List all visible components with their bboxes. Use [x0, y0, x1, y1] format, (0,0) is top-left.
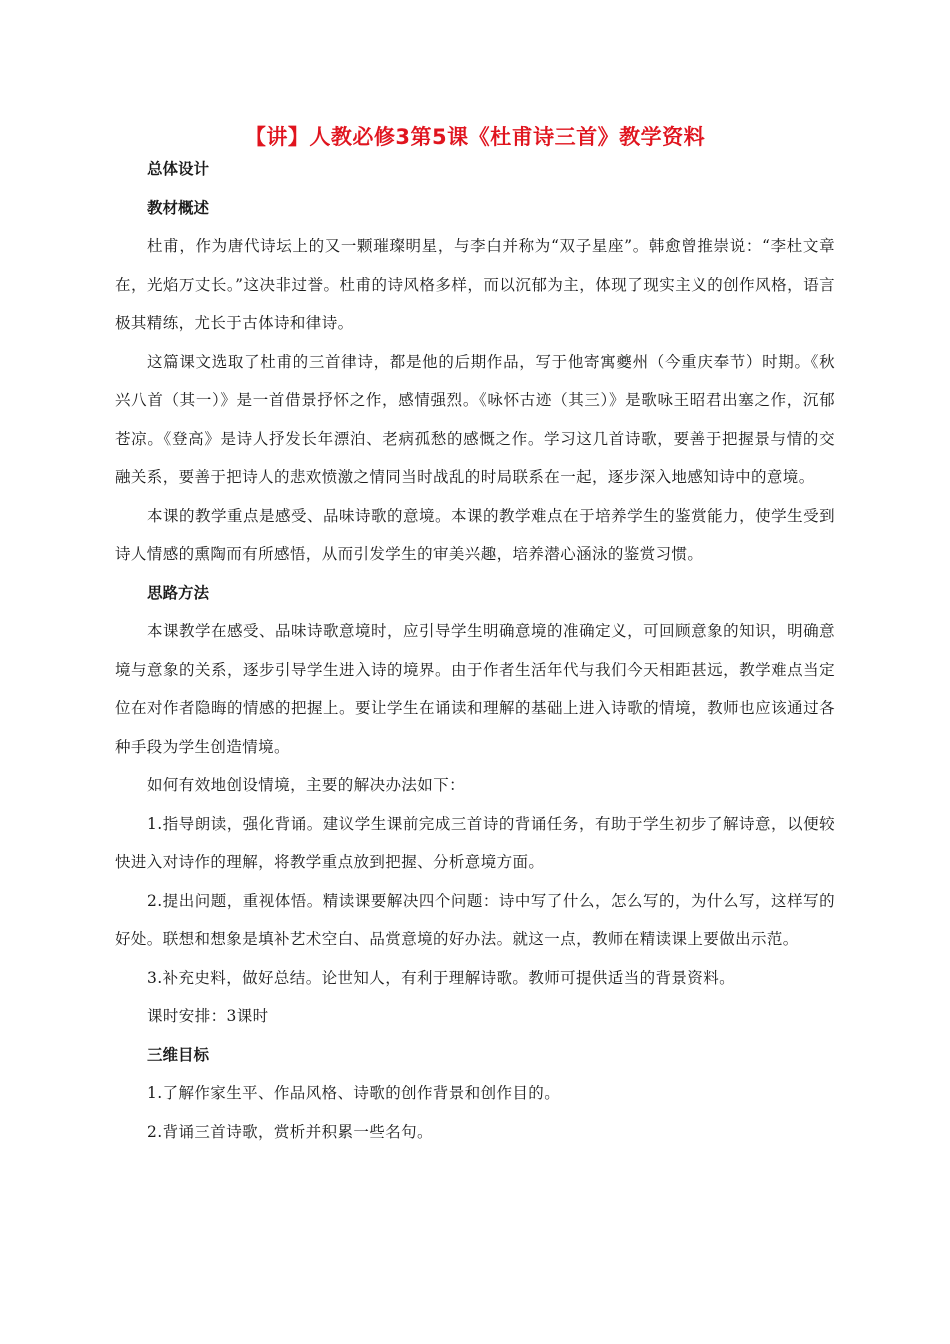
section-heading-overall-design: 总体设计 [147, 160, 210, 178]
paragraph-schedule: 课时安排：3课时 [147, 1007, 269, 1025]
paragraph-teaching-focus: 本课的教学重点是感受、品味诗歌的意境。本课的教学难点在于培养学生的鉴赏能力，使学生受到诗人情感的熏陶而有所感悟，从而引发学生的审美兴趣，培养潜心涵泳的鉴赏习惯。 [115, 506, 835, 563]
section-heading-goals: 三维目标 [147, 1045, 210, 1064]
paragraph-method-1: 1.指导朗读，强化背诵。建议学生课前完成三首诗的背诵任务，有助于学生初步了解诗意，以便较快进入对诗作的理解，将教学重点放到把握、分析意境方面。 [115, 814, 835, 871]
paragraph-method-2: 2.提出问题，重视体悟。精读课要解决四个问题：诗中写了什么，怎么写的，为什么写，这样写的好处。联想和想象是填补艺术空白、品赏意境的好办法。就这一点，教师在精读课上要做出示范。 [115, 891, 835, 948]
paragraph-three-poems: 这篇课文选取了杜甫的三首律诗，都是他的后期作品，写于他寄寓夔州（今重庆奉节）时期。《秋兴八首（其一）》是一首借景抒怀之作，感情强烈。《咏怀古迹（其三）》是歌咏王昭君出塞之作，沉郁苍凉。《登高》是诗人抒发长年漂泊、老病孤愁的感慨之作。学习这几首诗歌，要善于把握景与情的交融关系，要善于把诗人的悲欢愤激之情同当时战乱的时局联系在一起，逐步深入地感知诗中的意境。 [115, 352, 835, 486]
paragraph-methods-intro: 如何有效地创设情境，主要的解决办法如下： [147, 776, 466, 794]
paragraph-goal-1: 1.了解作家生平、作品风格、诗歌的创作背景和创作目的。 [147, 1084, 561, 1102]
section-heading-approach: 思路方法 [147, 583, 210, 602]
paragraph-method-3: 3.补充史料，做好总结。论世知人，有利于理解诗歌。教师可提供适当的背景资料。 [147, 968, 735, 987]
document-body [115, 150, 835, 1151]
document-title: 【讲】人教必修3第5课《杜甫诗三首》教学资料 [244, 125, 706, 149]
paragraph-approach: 本课教学在感受、品味诗歌意境时，应引导学生明确意境的准确定义，可回顾意象的知识，明确意境与意象的关系，逐步引导学生进入诗的境界。由于作者生活年代与我们今天相距甚远，教学难点当定位在对作者隐晦的情感的把握上。要让学生在诵读和理解的基础上进入诗歌的情境，教师也应该通过各种手段为学生创造情境。 [115, 622, 835, 756]
paragraph-goal-2: 2.背诵三首诗歌，赏析并积累一些名句。 [147, 1122, 433, 1141]
section-heading-textbook-overview: 教材概述 [147, 198, 210, 217]
paragraph-du-fu-intro: 杜甫，作为唐代诗坛上的又一颗璀璨明星，与李白并称为“双子星座”。韩愈曾推崇说：“李杜文章在，光焰万丈长。”这决非过誉。杜甫的诗风格多样，而以沉郁为主，体现了现实主义的创作风格，语言极其精练，尤长于古体诗和律诗。 [115, 237, 835, 332]
